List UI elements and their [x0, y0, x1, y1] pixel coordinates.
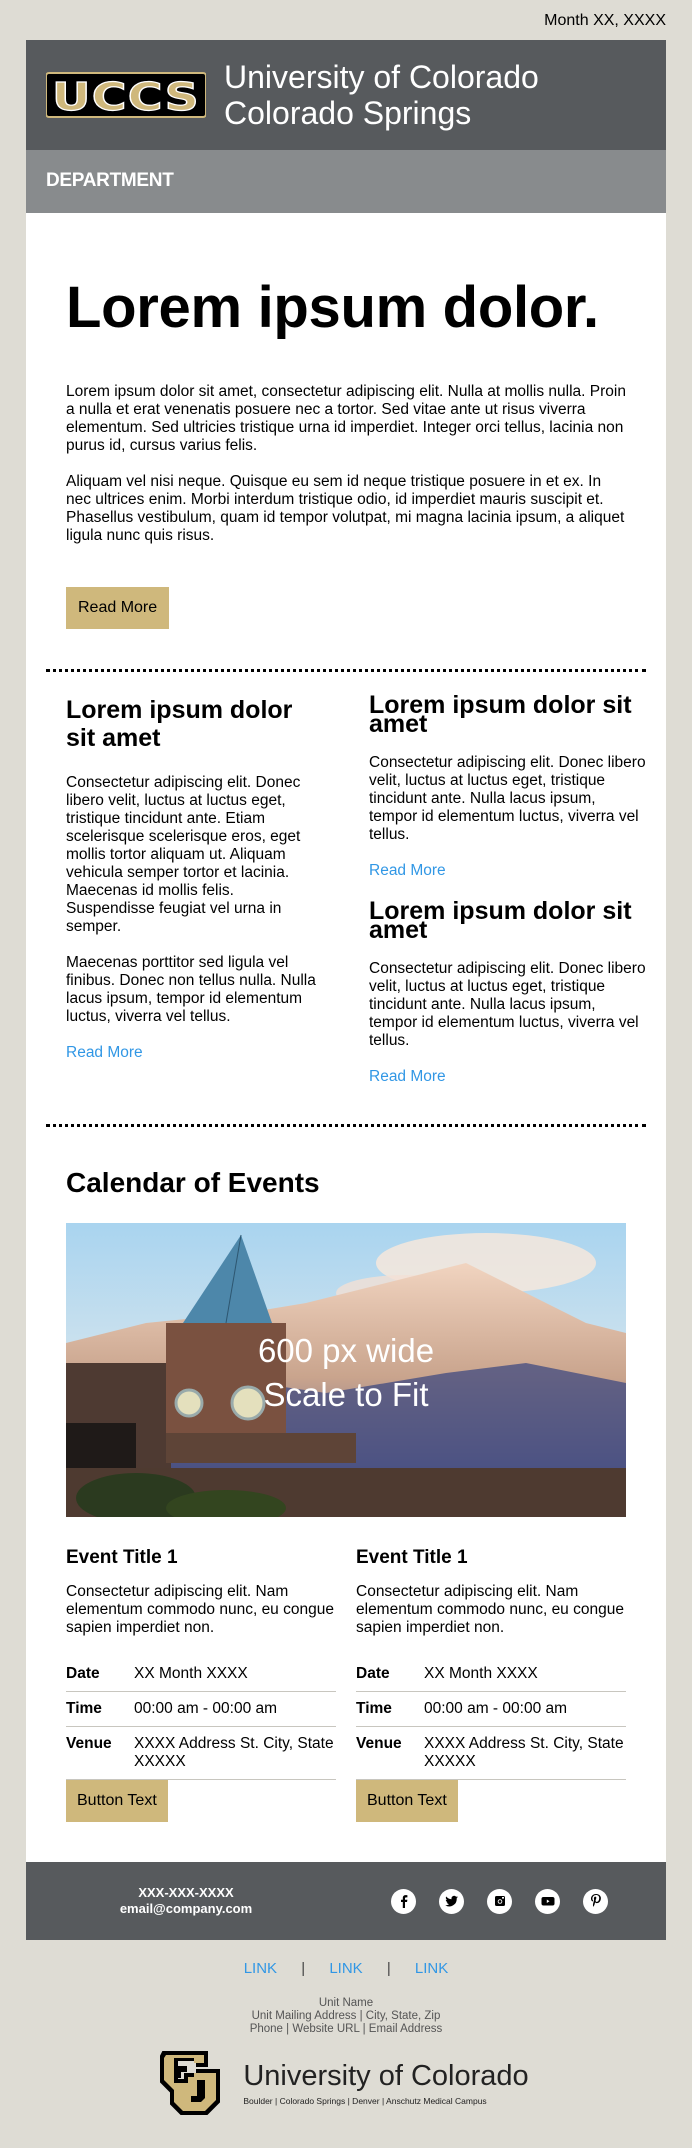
link-separator: | [386, 1960, 391, 1977]
event-time-row [66, 1692, 336, 1727]
article-read-more-link[interactable]: Read More [66, 1044, 143, 1061]
hero-section [26, 213, 666, 669]
hero-paragraph: Lorem ipsum dolor sit amet, consectetur adipiscing elit. Nulla at mollis nulla. Proin a nulla et erat venenatis posuere nec a tortor. Sed vitae ante ut risus viverra elementum. Sed ultricies tristique urna id imperdiet. Integer orci tellus, lacinia non purus id, cursus varius felis. [66, 383, 626, 454]
event-venue-row [66, 1727, 336, 1780]
cu-name: University of Colorado [243, 2060, 529, 2092]
article-title: Lorem ipsum dolor sit amet [369, 691, 632, 738]
event-date-label: Date [66, 1665, 100, 1682]
cu-logo [0, 2050, 692, 2116]
articles-section [26, 672, 666, 1124]
event-description: Consectetur adipiscing elit. Nam elementum commodo nunc, eu congue sapien imperdiet non. [66, 1583, 334, 1636]
svg-text:UCCS: UCCS [52, 75, 200, 119]
hero-read-more-button[interactable]: Read More [66, 587, 169, 629]
contact-info [26, 1885, 346, 1917]
event-time-value: 00:00 am - 00:00 am [134, 1700, 278, 1717]
department-bar: DEPARTMENT [26, 150, 666, 213]
facebook-icon[interactable] [391, 1889, 416, 1914]
article-read-more-link[interactable]: Read More [369, 1068, 446, 1085]
event-description: Consectetur adipiscing elit. Nam elementum commodo nunc, eu congue sapien imperdiet non. [356, 1583, 624, 1636]
event-list [66, 1547, 626, 1822]
contact-email[interactable]: email@company.com [119, 1901, 253, 1916]
twitter-icon[interactable] [439, 1889, 464, 1914]
event-venue-row [356, 1727, 626, 1780]
unit-info [0, 1997, 692, 2036]
cu-emblem-icon [157, 2050, 225, 2116]
event-title: Event Title 1 [356, 1547, 468, 1568]
image-caption-line1: 600 px wide [257, 1332, 435, 1369]
footer-bar [26, 1862, 666, 1940]
event-date-label: Date [356, 1665, 390, 1682]
unit-address: Unit Mailing Address | City, State, Zip [251, 2010, 441, 2022]
footer-link[interactable]: LINK [329, 1960, 363, 1977]
event-date-value: XX Month XXXX [424, 1665, 538, 1682]
event-time-value: 00:00 am - 00:00 am [424, 1700, 568, 1717]
campus-image [66, 1223, 626, 1517]
article-paragraph: Consectetur adipiscing elit. Donec libero velit, luctus at luctus eget, tristique tincidunt ante. Etiam scelerisque scelerisque eros, eget mollis tortor aliquam ut. Aliquam vehicula semper tortor et lacinia. Maecenas id mollis felis. Suspendisse feugiat vel urna in semper. [66, 774, 301, 935]
image-caption [66, 1329, 626, 1417]
event-date-row [66, 1657, 336, 1692]
event-time-row [356, 1692, 626, 1727]
articles-right [346, 692, 666, 1104]
cu-campuses: Boulder | Colorado Springs | Denver | Anschutz Medical Campus [243, 2096, 487, 2106]
header-title [224, 59, 539, 131]
hero-paragraph: Aliquam vel nisi neque. Quisque eu sem id neque tristique posuere in et ex. In nec ultrices enim. Morbi interdum tristique odio, id imperdiet mauris suscipit et. Phasellus vestibulum, quam id tempor volutpat, mi magna lacinia ipsum, a aliquet ligula nunc quis risus. [66, 473, 625, 544]
header-title-line2: Colorado Springs [224, 95, 472, 131]
event-date-value: XX Month XXXX [134, 1665, 248, 1682]
article-title: Lorem ipsum dolor sit amet [369, 897, 632, 944]
events-heading: Calendar of Events [66, 1167, 320, 1198]
issue-date: Month XX, XXXX [544, 12, 666, 29]
event-venue-label: Venue [356, 1735, 402, 1752]
event-date-row [356, 1657, 626, 1692]
event-venue-value: XXXX Address St. City, State XXXXX [134, 1735, 334, 1770]
header-title-line1: University of Colorado [224, 59, 539, 95]
event-time-label: Time [356, 1700, 392, 1717]
link-separator: | [301, 1960, 306, 1977]
event-venue-value: XXXX Address St. City, State XXXXX [424, 1735, 624, 1770]
event-button[interactable]: Button Text [356, 1780, 458, 1822]
unit-name: Unit Name [318, 1997, 374, 2009]
footer-link[interactable]: LINK [414, 1960, 449, 1977]
image-caption-line2: Scale to Fit [263, 1376, 429, 1413]
article-left [26, 692, 346, 1104]
article-paragraph: Maecenas porttitor sed ligula vel finibus. Donec non tellus nulla. Nulla lacus ipsum, tempor id elementum luctus, viverra vel tellus. [66, 954, 316, 1025]
contact-phone: XXX-XXX-XXXX [138, 1885, 234, 1900]
youtube-icon[interactable] [535, 1889, 560, 1914]
event-time-label: Time [66, 1700, 102, 1717]
event-title: Event Title 1 [66, 1547, 178, 1568]
newsletter-container [26, 40, 666, 1940]
social-links [391, 1889, 608, 1914]
article-body: Consectetur adipiscing elit. Donec libero velit, luctus at luctus eget, tristique tincidunt ante. Nulla lacus ipsum, tempor id elementum luctus, viverra vel tellus. [369, 960, 646, 1049]
cu-text [243, 2060, 528, 2106]
uccs-logo-icon [46, 71, 206, 119]
event-card [66, 1547, 336, 1822]
article-read-more-link[interactable]: Read More [369, 862, 446, 879]
instagram-icon[interactable] [487, 1889, 512, 1914]
header [26, 40, 666, 150]
event-button[interactable]: Button Text [66, 1780, 168, 1822]
unit-contact: Phone | Website URL | Email Address [249, 2023, 443, 2035]
hero-title: Lorem ipsum dolor. [66, 275, 599, 340]
events-section [26, 1127, 666, 1862]
article-body: Consectetur adipiscing elit. Donec libero velit, luctus at luctus eget, tristique tincidunt ante. Nulla lacus ipsum, tempor id elementum luctus, viverra vel tellus. [369, 754, 646, 843]
article-title: Lorem ipsum dolor sit amet [66, 696, 293, 752]
event-card [356, 1547, 626, 1822]
footer-links [0, 1940, 692, 1977]
event-venue-label: Venue [66, 1735, 112, 1752]
pinterest-icon[interactable] [583, 1889, 608, 1914]
footer-link[interactable]: LINK [243, 1960, 278, 1977]
